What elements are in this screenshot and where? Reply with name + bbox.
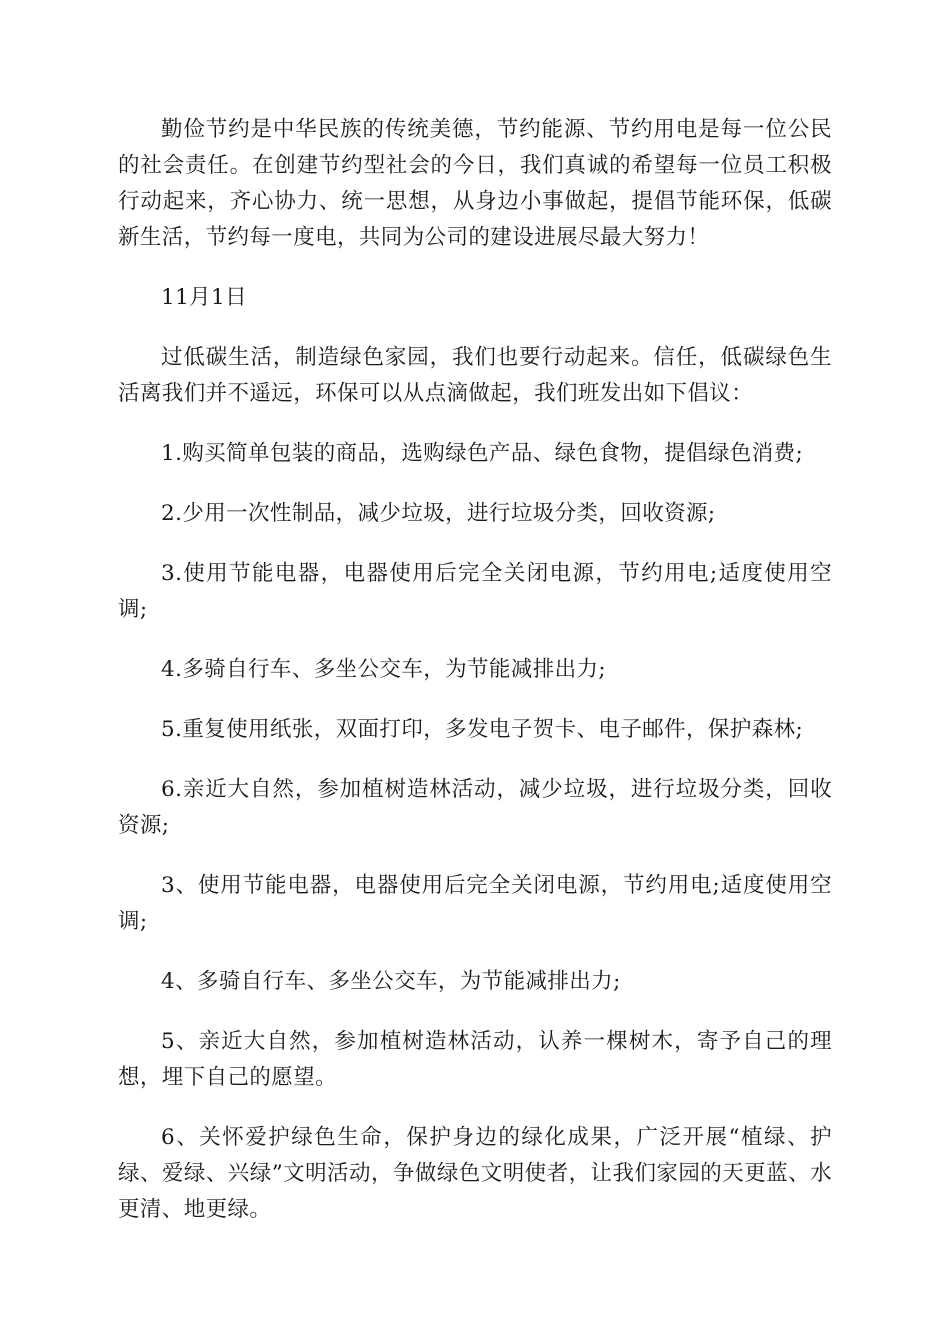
paragraph-date: 11月1日 xyxy=(161,285,248,310)
list-item: 4.多骑自行车、多坐公交车，为节能减排出力; xyxy=(161,657,607,682)
paragraph-initiative-intro: 过低碳生活，制造绿色家园，我们也要行动起来。信任，低碳绿色生活离我们并不遥远，环保可以从点滴做起，我们班发出如下倡议： xyxy=(118,345,832,406)
list-item: 5.重复使用纸张，双面打印，多发电子贺卡、电子邮件，保护森林; xyxy=(161,717,804,742)
list-item: 1.购买简单包装的商品，选购绿色产品、绿色食物，提倡绿色消费; xyxy=(161,441,804,466)
list-item: 2.少用一次性制品，减少垃圾，进行垃圾分类，回收资源; xyxy=(161,501,716,526)
list-item: 3.使用节能电器，电器使用后完全关闭电源，节约用电;适度使用空调; xyxy=(118,561,832,622)
document-body xyxy=(118,112,832,1252)
list-item: 4、多骑自行车、多坐公交车，为节能减排出力; xyxy=(161,969,621,994)
list-item: 5、亲近大自然，参加植树造林活动，认养一棵树木，寄予自己的理想，埋下自己的愿望。 xyxy=(118,1029,832,1090)
list-item: 6、关怀爱护绿色生命，保护身边的绿化成果，广泛开展“植绿、护绿、爱绿、兴绿”文明活动，争做绿色文明使者，让我们家园的天更蓝、水更清、地更绿。 xyxy=(118,1125,832,1222)
list-item: 6.亲近大自然，参加植树造林活动，减少垃圾，进行垃圾分类，回收资源; xyxy=(118,777,832,838)
paragraph-intro: 勤俭节约是中华民族的传统美德，节约能源、节约用电是每一位公民的社会责任。在创建节约型社会的今日，我们真诚的希望每一位员工积极行动起来，齐心协力、统一思想，从身边小事做起，提倡节能环保，低碳新生活，节约每一度电，共同为公司的建设进展尽最大努力！ xyxy=(118,117,832,250)
list-item: 3、使用节能电器，电器使用后完全关闭电源，节约用电;适度使用空调; xyxy=(118,873,832,934)
